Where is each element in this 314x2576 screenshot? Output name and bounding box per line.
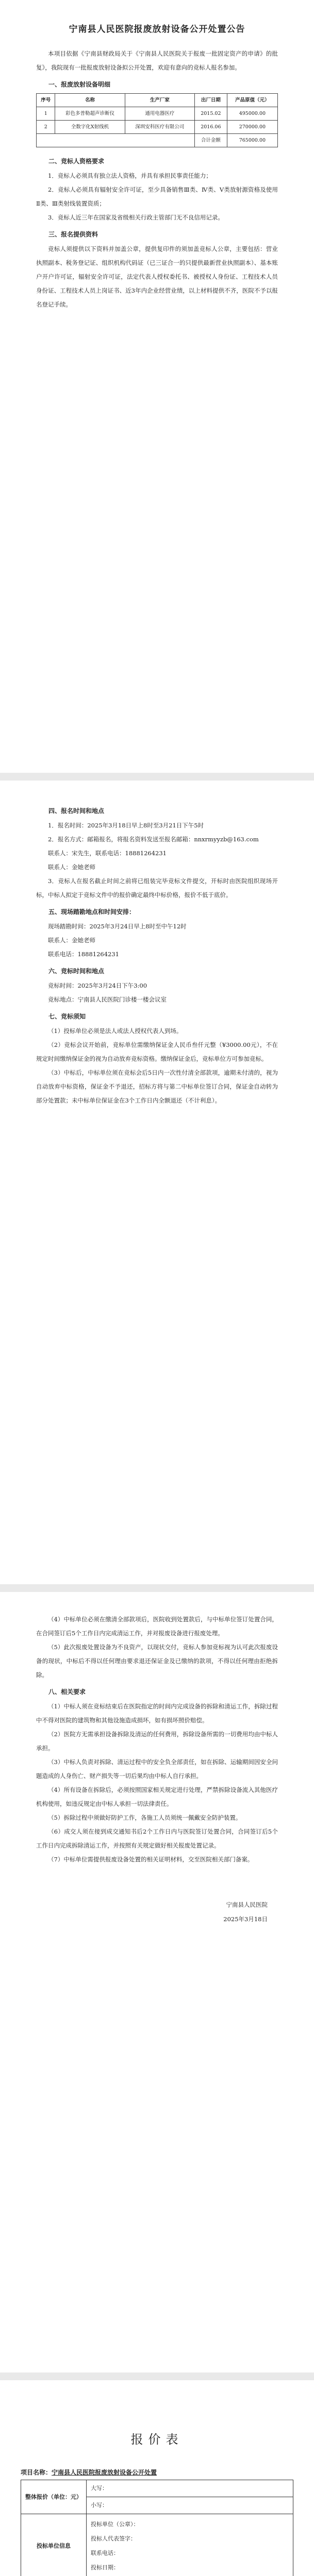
quote-title: 报价表: [130, 2432, 184, 2447]
col-name: 名称: [55, 94, 125, 107]
col-no: 序号: [37, 94, 55, 107]
s7-item: （3）中标后，中标单位须在竞标会后5日内一次性付清全部款项，逾期未付清的，视为自动放弃中标资格，保证金不予退还，招标方将与第二中标单位签订合同，保证金自动转为部分处置款；未中标单位保证金在3个工作日内全额退还（不计利息）。: [36, 1069, 278, 1104]
col-maker: 生产厂家: [125, 94, 194, 107]
signature-date: 2025年3月18日: [223, 1916, 268, 1923]
s2-item: 3．竞标人近三年在国家及省级相关行政主管部门无不良信用记录。: [48, 214, 224, 221]
lower-amount-field[interactable]: [87, 2497, 293, 2514]
reg-time: 1．报名时间：2025年3月18日早上8时至3月21日下午5时: [48, 822, 204, 829]
site-contact: 联系人：金她老师: [48, 937, 95, 944]
s8-item: （4）所有设备在拆除后，必须按照国家相关规定进行处理，严禁拆除设备流入其他医疗机构使用，如违反规定由中标人承担一切法律责任。: [36, 1786, 278, 1807]
notice-title: 宁南县人民医院报废放射设备公开处置公告: [69, 24, 245, 35]
section-8-title: 八、相关要求: [48, 1688, 86, 1696]
equipment-table-header: [37, 94, 278, 107]
s8-item: （3）中标人负责对拆除、清运过程中的安全负全部责任，如在拆除、运输期间因安全问题造成的人身伤亡、财产损失等一切后果均由中标人自行承担。: [36, 1758, 278, 1780]
section-4-title: 四、报名时间和地点: [48, 807, 105, 815]
bidder-phone-field[interactable]: 联系电话：: [91, 2550, 119, 2556]
upper-amount-field[interactable]: [87, 2480, 293, 2497]
bid-time: 竞标时间：2025年3月24日下午3:00: [48, 982, 147, 989]
s7-item: （2）竞标会议开始前，竞标单位需缴纳保证金人民币叁仟元整（¥3000.00元），不在规定时间缴纳保证金的视为自动放弃竞标资格。缴纳保证金后，竞标单位方可参加竞标。: [36, 1041, 278, 1062]
cell-maker: 通用电器医疗: [125, 107, 194, 121]
s2-item: 1．竞标人必须具有独立法人资格，并具有承担民事责任能力；: [48, 172, 212, 179]
contact-person: 联系人：金她老师: [48, 863, 95, 871]
section-6-title: 六、竞标时间和地点: [48, 968, 105, 975]
site-time: 现场踏勘时间：2025年3月24日早上8时至中午12时: [48, 923, 187, 930]
s7-item: （4）中标单位必须在缴清全部款项后，医院收到处置款后，与中标单位签订处置合同，在合同签订后5个工作日内完成清运工作，并对报废设备进行报废处理。: [36, 1616, 278, 1637]
bidder-fields: [87, 2514, 293, 2576]
bid-place: 竞标地点：宁南县人民医院门诊楼一楼会议室: [48, 996, 167, 1003]
table-total-row: [37, 134, 278, 147]
project-line: [21, 2468, 293, 2477]
s8-item: （2）医院方无需承担设备拆除及清运的任何费用，拆除设备所需的一切费用均由中标人承担。: [36, 1731, 278, 1752]
s8-item: （1）中标人须在竞标结束后在医院指定的时间内完成设备的拆除和清运工作，拆除过程中不得对医院的建筑物和其他设施造成损坏，如有损坏照价赔偿。: [36, 1703, 278, 1724]
section-2-title: 二、竞标人资格要求: [48, 158, 105, 165]
notice-page-3: [0, 1592, 314, 2372]
site-phone: 联系电话：18881264231: [48, 951, 119, 958]
cell-date: 2016.06: [194, 121, 227, 134]
s8-item: （7）中标单位需提供报废设备处置的相关证明材料，交至医院相关部门备案。: [48, 1856, 254, 1863]
s8-item: （6）成交人须在接到成交通知书后2个工作日内与医院签订处置合同，合同签订后5个工作日内完成拆除清运工作，并按照有关规定做好相关报废处置记录。: [36, 1828, 278, 1849]
equipment-table: [36, 93, 278, 147]
reg-note: 3．竞标人在报名截止时间之前将已组装完毕竞标文件提交，开标时由医院组织现场开标，中标人拟定于竞标文件中的报价确定最终中标价格，报价不低于底价。: [36, 877, 278, 899]
project-label: 项目名称：: [21, 2469, 52, 2476]
reg-way: 2．报名方式：邮箱报名，将报名资料发送至报名邮箱：nnxrmyyzb@163.com: [48, 836, 259, 843]
section-5-title: 五、现场踏勘地点和时间安排：: [48, 908, 136, 916]
price-row-upper: [21, 2480, 293, 2497]
cell-name: 彩色多普勒超声诊断仪: [55, 107, 125, 121]
cell-maker: 深圳安科医疗有限公司: [125, 121, 194, 134]
price-label: 整体报价（单位：元）: [21, 2480, 87, 2514]
total-value: 765000.00: [227, 134, 277, 147]
s7-item: （5）此次报废处置设备为不良资产，以现状交付，竞标人参加竞标视为认可此次报废设备的现状，中标后不得以任何理由要求退还保证金及已缴纳的款项，不得以任何理由拒绝拆除。: [36, 1643, 278, 1679]
col-date: 出厂日期: [194, 94, 227, 107]
cell-name: 全数字化X射线机: [55, 121, 125, 134]
quote-page: [0, 2380, 314, 2576]
table-row: [37, 107, 278, 121]
bidder-row: [21, 2514, 293, 2576]
contact: 联系人：宋先生，联系电话：18881264231: [48, 850, 167, 857]
quote-table: [21, 2480, 293, 2576]
bidder-date-field[interactable]: 投标日期：: [91, 2564, 119, 2571]
lower-label: 小写：: [91, 2502, 108, 2509]
notice-page-1: [0, 0, 314, 773]
bidder-label: 投标单位信息: [21, 2514, 87, 2576]
cell-date: 2015.02: [194, 107, 227, 121]
table-row: [37, 121, 278, 134]
upper-label: 大写：: [91, 2485, 108, 2492]
s3-text: 竞标人须提供以下资料并加盖公章，提供复印件的须加盖竞标人公章，主要包括：营业执照副本、税务登记证、组织机构代码证（已三证合一的只提供最新营业执照副本）、基本账户开户许可证，辐射安全许可证，法定代表人授权委托书、被授权人身份证、工程技术人员身份证、工程技术人员上岗证书、近3年内企业经营业绩，以上材料提供不齐，医院不予以报名登记手续。: [36, 245, 278, 308]
project-name: 宁南县人民医院报废放射设备公开处置: [52, 2469, 157, 2476]
section-7-title: 七、竞标须知: [48, 1013, 86, 1020]
cell-value: 495000.00: [227, 107, 277, 121]
signature-org: 宁南县人民医院: [226, 1901, 268, 1908]
notice-intro: 本项目依据《宁南县财政局关于《宁南县人民医院关于报废一批固定资产的申请》的批复》，我院现有一批报废放射设备拟公开处置，欢迎有意向的竞标人报名参加。: [36, 50, 278, 71]
bidder-rep-field[interactable]: 投标人代表签字：: [91, 2535, 136, 2542]
section-1-title: 一、报废放射设备明细: [48, 81, 111, 88]
notice-page-2: [0, 781, 314, 1584]
s2-item: 2．竞标人必须具有辐射安全许可证，至少具备销售Ⅲ类、Ⅳ类、Ⅴ类放射源资格及使用Ⅱ类、Ⅲ类射线装置资质；: [36, 186, 278, 207]
bidder-company-field[interactable]: 投标单位（公章）：: [91, 2521, 139, 2528]
cell-value: 270000.00: [227, 121, 277, 134]
total-label: 合计金额: [194, 134, 227, 147]
s7-item: （1）投标单位必须是法人或法人授权代表人到场。: [48, 1027, 183, 1035]
cell-no: 2: [37, 121, 55, 134]
cell-no: 1: [37, 107, 55, 121]
section-3-title: 三、报名提供资料: [48, 231, 98, 238]
col-value: 产品原值（元）: [227, 94, 277, 107]
s8-item: （5）拆除过程中须做好防护工作，各施工人员须统一佩戴安全防护装置。: [48, 1814, 242, 1821]
